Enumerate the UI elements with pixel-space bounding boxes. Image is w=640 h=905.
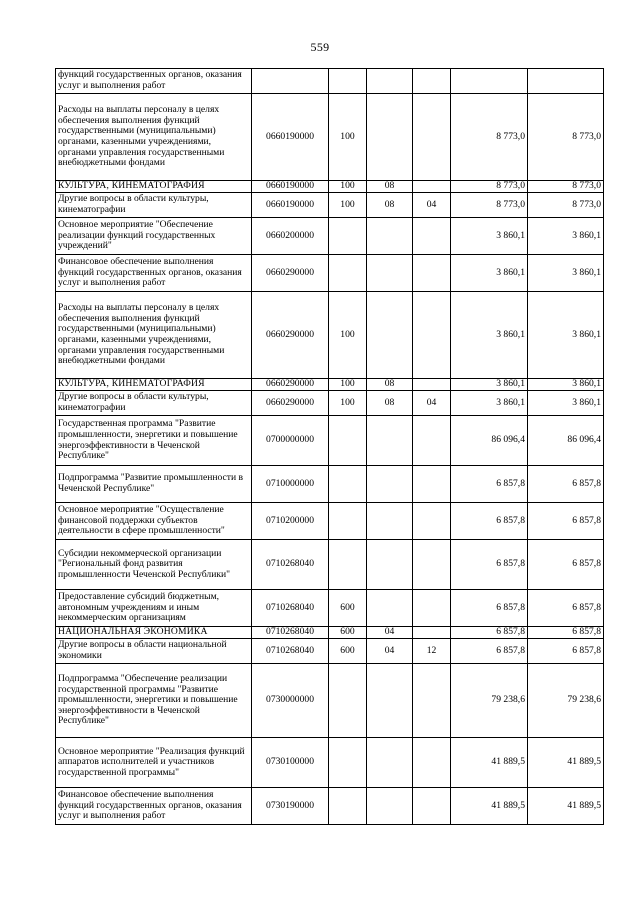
row-subsection-cell bbox=[413, 181, 451, 193]
row-name-cell: функций государственных органов, оказания услуг и выполнения работ bbox=[56, 69, 252, 94]
table-row bbox=[56, 590, 604, 627]
row-expense-type-cell bbox=[329, 738, 367, 788]
row-expense-type-cell: 100 bbox=[329, 94, 367, 181]
row-subsection-cell bbox=[413, 664, 451, 738]
row-name-cell: Государственная программа "Развитие промышленности, энергетики и повышение энергоэффективности в Чеченской Республике" bbox=[56, 416, 252, 466]
row-name-cell: КУЛЬТУРА, КИНЕМАТОГРАФИЯ bbox=[56, 181, 252, 193]
row-target-article-cell: 0660200000 bbox=[252, 218, 329, 255]
row-name-cell: Основное мероприятие "Обеспечение реализации функций государственных учреждений" bbox=[56, 218, 252, 255]
row-amount-1-cell: 6 857,8 bbox=[451, 540, 528, 590]
row-section-cell: 04 bbox=[367, 639, 413, 664]
table-row bbox=[56, 788, 604, 825]
budget-table bbox=[55, 68, 604, 825]
row-section-cell: 08 bbox=[367, 181, 413, 193]
row-target-article-cell: 0660190000 bbox=[252, 193, 329, 218]
row-amount-1-cell: 6 857,8 bbox=[451, 503, 528, 540]
row-target-article-cell: 0660190000 bbox=[252, 94, 329, 181]
row-expense-type-cell: 100 bbox=[329, 379, 367, 391]
row-amount-2-cell: 6 857,8 bbox=[528, 503, 604, 540]
row-target-article-cell: 0660290000 bbox=[252, 255, 329, 292]
row-expense-type-cell bbox=[329, 416, 367, 466]
row-section-cell bbox=[367, 788, 413, 825]
row-target-article-cell: 0710268040 bbox=[252, 627, 329, 639]
row-amount-2-cell: 86 096,4 bbox=[528, 416, 604, 466]
row-subsection-cell: 04 bbox=[413, 193, 451, 218]
row-expense-type-cell: 600 bbox=[329, 627, 367, 639]
row-amount-2-cell: 6 857,8 bbox=[528, 466, 604, 503]
table-row bbox=[56, 255, 604, 292]
row-target-article-cell bbox=[252, 69, 329, 94]
row-name-cell: КУЛЬТУРА, КИНЕМАТОГРАФИЯ bbox=[56, 379, 252, 391]
row-amount-1-cell: 41 889,5 bbox=[451, 788, 528, 825]
row-target-article-cell: 0700000000 bbox=[252, 416, 329, 466]
row-section-cell bbox=[367, 503, 413, 540]
table-row bbox=[56, 540, 604, 590]
row-section-cell bbox=[367, 69, 413, 94]
row-section-cell bbox=[367, 255, 413, 292]
row-target-article-cell: 0730100000 bbox=[252, 738, 329, 788]
row-target-article-cell: 0730190000 bbox=[252, 788, 329, 825]
row-amount-1-cell: 86 096,4 bbox=[451, 416, 528, 466]
row-target-article-cell: 0710000000 bbox=[252, 466, 329, 503]
row-expense-type-cell: 600 bbox=[329, 639, 367, 664]
row-amount-1-cell: 8 773,0 bbox=[451, 181, 528, 193]
row-name-cell: Другие вопросы в области культуры, кинематографии bbox=[56, 391, 252, 416]
row-section-cell bbox=[367, 416, 413, 466]
row-subsection-cell bbox=[413, 255, 451, 292]
row-subsection-cell bbox=[413, 590, 451, 627]
row-amount-2-cell: 41 889,5 bbox=[528, 788, 604, 825]
row-target-article-cell: 0710268040 bbox=[252, 540, 329, 590]
row-name-cell: Другие вопросы в области культуры, кинематографии bbox=[56, 193, 252, 218]
table-row bbox=[56, 416, 604, 466]
row-amount-2-cell: 6 857,8 bbox=[528, 639, 604, 664]
row-amount-2-cell: 8 773,0 bbox=[528, 193, 604, 218]
row-expense-type-cell bbox=[329, 466, 367, 503]
row-expense-type-cell bbox=[329, 540, 367, 590]
row-name-cell: Предоставление субсидий бюджетным, автономным учреждениям и иным некоммерческим организациям bbox=[56, 590, 252, 627]
row-amount-1-cell: 41 889,5 bbox=[451, 738, 528, 788]
table-row bbox=[56, 466, 604, 503]
row-amount-1-cell: 6 857,8 bbox=[451, 627, 528, 639]
row-target-article-cell: 0660290000 bbox=[252, 391, 329, 416]
table-row bbox=[56, 738, 604, 788]
row-amount-2-cell: 3 860,1 bbox=[528, 292, 604, 379]
row-subsection-cell bbox=[413, 540, 451, 590]
row-amount-1-cell: 3 860,1 bbox=[451, 379, 528, 391]
row-subsection-cell bbox=[413, 416, 451, 466]
row-section-cell bbox=[367, 590, 413, 627]
row-target-article-cell: 0660290000 bbox=[252, 379, 329, 391]
row-section-cell bbox=[367, 664, 413, 738]
row-expense-type-cell bbox=[329, 218, 367, 255]
row-subsection-cell: 12 bbox=[413, 639, 451, 664]
row-subsection-cell bbox=[413, 292, 451, 379]
row-subsection-cell bbox=[413, 503, 451, 540]
table-row bbox=[56, 94, 604, 181]
row-expense-type-cell bbox=[329, 788, 367, 825]
row-amount-2-cell: 41 889,5 bbox=[528, 738, 604, 788]
row-section-cell: 08 bbox=[367, 193, 413, 218]
row-section-cell bbox=[367, 738, 413, 788]
row-subsection-cell bbox=[413, 94, 451, 181]
row-amount-2-cell: 3 860,1 bbox=[528, 379, 604, 391]
row-section-cell bbox=[367, 218, 413, 255]
table-row bbox=[56, 218, 604, 255]
table-row bbox=[56, 379, 604, 391]
row-subsection-cell bbox=[413, 69, 451, 94]
row-amount-1-cell: 8 773,0 bbox=[451, 193, 528, 218]
row-subsection-cell bbox=[413, 627, 451, 639]
row-subsection-cell: 04 bbox=[413, 391, 451, 416]
row-subsection-cell bbox=[413, 788, 451, 825]
row-name-cell: Подпрограмма "Обеспечение реализации государственной программы "Развитие промышленности, энергетики и повышение энергоэффективности в Чеченской Республике" bbox=[56, 664, 252, 738]
row-amount-1-cell: 6 857,8 bbox=[451, 639, 528, 664]
row-amount-1-cell: 3 860,1 bbox=[451, 391, 528, 416]
row-expense-type-cell bbox=[329, 255, 367, 292]
row-amount-1-cell: 3 860,1 bbox=[451, 292, 528, 379]
row-name-cell: Расходы на выплаты персоналу в целях обеспечения выполнения функций государственными (муниципальными) органами, казенными учреждениями, органами управления государственными внебюджетными фондами bbox=[56, 292, 252, 379]
row-amount-1-cell: 3 860,1 bbox=[451, 255, 528, 292]
row-amount-1-cell: 3 860,1 bbox=[451, 218, 528, 255]
row-section-cell bbox=[367, 540, 413, 590]
row-expense-type-cell: 100 bbox=[329, 193, 367, 218]
row-target-article-cell: 0710268040 bbox=[252, 590, 329, 627]
row-section-cell: 04 bbox=[367, 627, 413, 639]
table-row bbox=[56, 193, 604, 218]
row-section-cell bbox=[367, 466, 413, 503]
table-row bbox=[56, 292, 604, 379]
row-expense-type-cell bbox=[329, 69, 367, 94]
row-subsection-cell bbox=[413, 738, 451, 788]
table-row bbox=[56, 391, 604, 416]
row-name-cell: НАЦИОНАЛЬНАЯ ЭКОНОМИКА bbox=[56, 627, 252, 639]
table-row bbox=[56, 503, 604, 540]
row-name-cell: Основное мероприятие "Реализация функций аппаратов исполнителей и участников государственной программы" bbox=[56, 738, 252, 788]
table-row bbox=[56, 639, 604, 664]
row-subsection-cell bbox=[413, 379, 451, 391]
table-row bbox=[56, 627, 604, 639]
row-amount-1-cell: 79 238,6 bbox=[451, 664, 528, 738]
row-name-cell: Субсидии некоммерческой организации "Региональный фонд развития промышленности Чеченской Республики" bbox=[56, 540, 252, 590]
row-amount-2-cell: 8 773,0 bbox=[528, 94, 604, 181]
row-amount-2-cell: 79 238,6 bbox=[528, 664, 604, 738]
table-row bbox=[56, 69, 604, 94]
row-subsection-cell bbox=[413, 218, 451, 255]
row-expense-type-cell: 600 bbox=[329, 590, 367, 627]
row-amount-2-cell bbox=[528, 69, 604, 94]
row-name-cell: Подпрограмма "Развитие промышленности в Чеченской Республике" bbox=[56, 466, 252, 503]
row-amount-2-cell: 8 773,0 bbox=[528, 181, 604, 193]
row-amount-1-cell: 8 773,0 bbox=[451, 94, 528, 181]
row-name-cell: Финансовое обеспечение выполнения функций государственных органов, оказания услуг и выполнения работ bbox=[56, 255, 252, 292]
row-expense-type-cell: 100 bbox=[329, 391, 367, 416]
row-name-cell: Расходы на выплаты персоналу в целях обеспечения выполнения функций государственными (муниципальными) органами, казенными учреждениями, органами управления государственными внебюджетными фондами bbox=[56, 94, 252, 181]
row-amount-2-cell: 6 857,8 bbox=[528, 590, 604, 627]
row-amount-1-cell: 6 857,8 bbox=[451, 590, 528, 627]
row-subsection-cell bbox=[413, 466, 451, 503]
row-target-article-cell: 0660290000 bbox=[252, 292, 329, 379]
row-target-article-cell: 0710200000 bbox=[252, 503, 329, 540]
row-amount-2-cell: 3 860,1 bbox=[528, 255, 604, 292]
row-expense-type-cell bbox=[329, 503, 367, 540]
page-number: 559 bbox=[310, 40, 330, 54]
row-name-cell: Основное мероприятие "Осуществление финансовой поддержки субъектов деятельности в сфере промышленности" bbox=[56, 503, 252, 540]
row-amount-1-cell: 6 857,8 bbox=[451, 466, 528, 503]
row-expense-type-cell: 100 bbox=[329, 292, 367, 379]
row-name-cell: Другие вопросы в области национальной экономики bbox=[56, 639, 252, 664]
row-section-cell: 08 bbox=[367, 379, 413, 391]
table-row bbox=[56, 181, 604, 193]
row-target-article-cell: 0730000000 bbox=[252, 664, 329, 738]
table-row bbox=[56, 664, 604, 738]
row-name-cell: Финансовое обеспечение выполнения функций государственных органов, оказания услуг и выполнения работ bbox=[56, 788, 252, 825]
row-expense-type-cell: 100 bbox=[329, 181, 367, 193]
row-section-cell: 08 bbox=[367, 391, 413, 416]
row-section-cell bbox=[367, 94, 413, 181]
row-target-article-cell: 0710268040 bbox=[252, 639, 329, 664]
row-amount-2-cell: 3 860,1 bbox=[528, 391, 604, 416]
row-amount-2-cell: 3 860,1 bbox=[528, 218, 604, 255]
row-amount-2-cell: 6 857,8 bbox=[528, 540, 604, 590]
row-expense-type-cell bbox=[329, 664, 367, 738]
row-amount-2-cell: 6 857,8 bbox=[528, 627, 604, 639]
row-section-cell bbox=[367, 292, 413, 379]
row-target-article-cell: 0660190000 bbox=[252, 181, 329, 193]
row-amount-1-cell bbox=[451, 69, 528, 94]
